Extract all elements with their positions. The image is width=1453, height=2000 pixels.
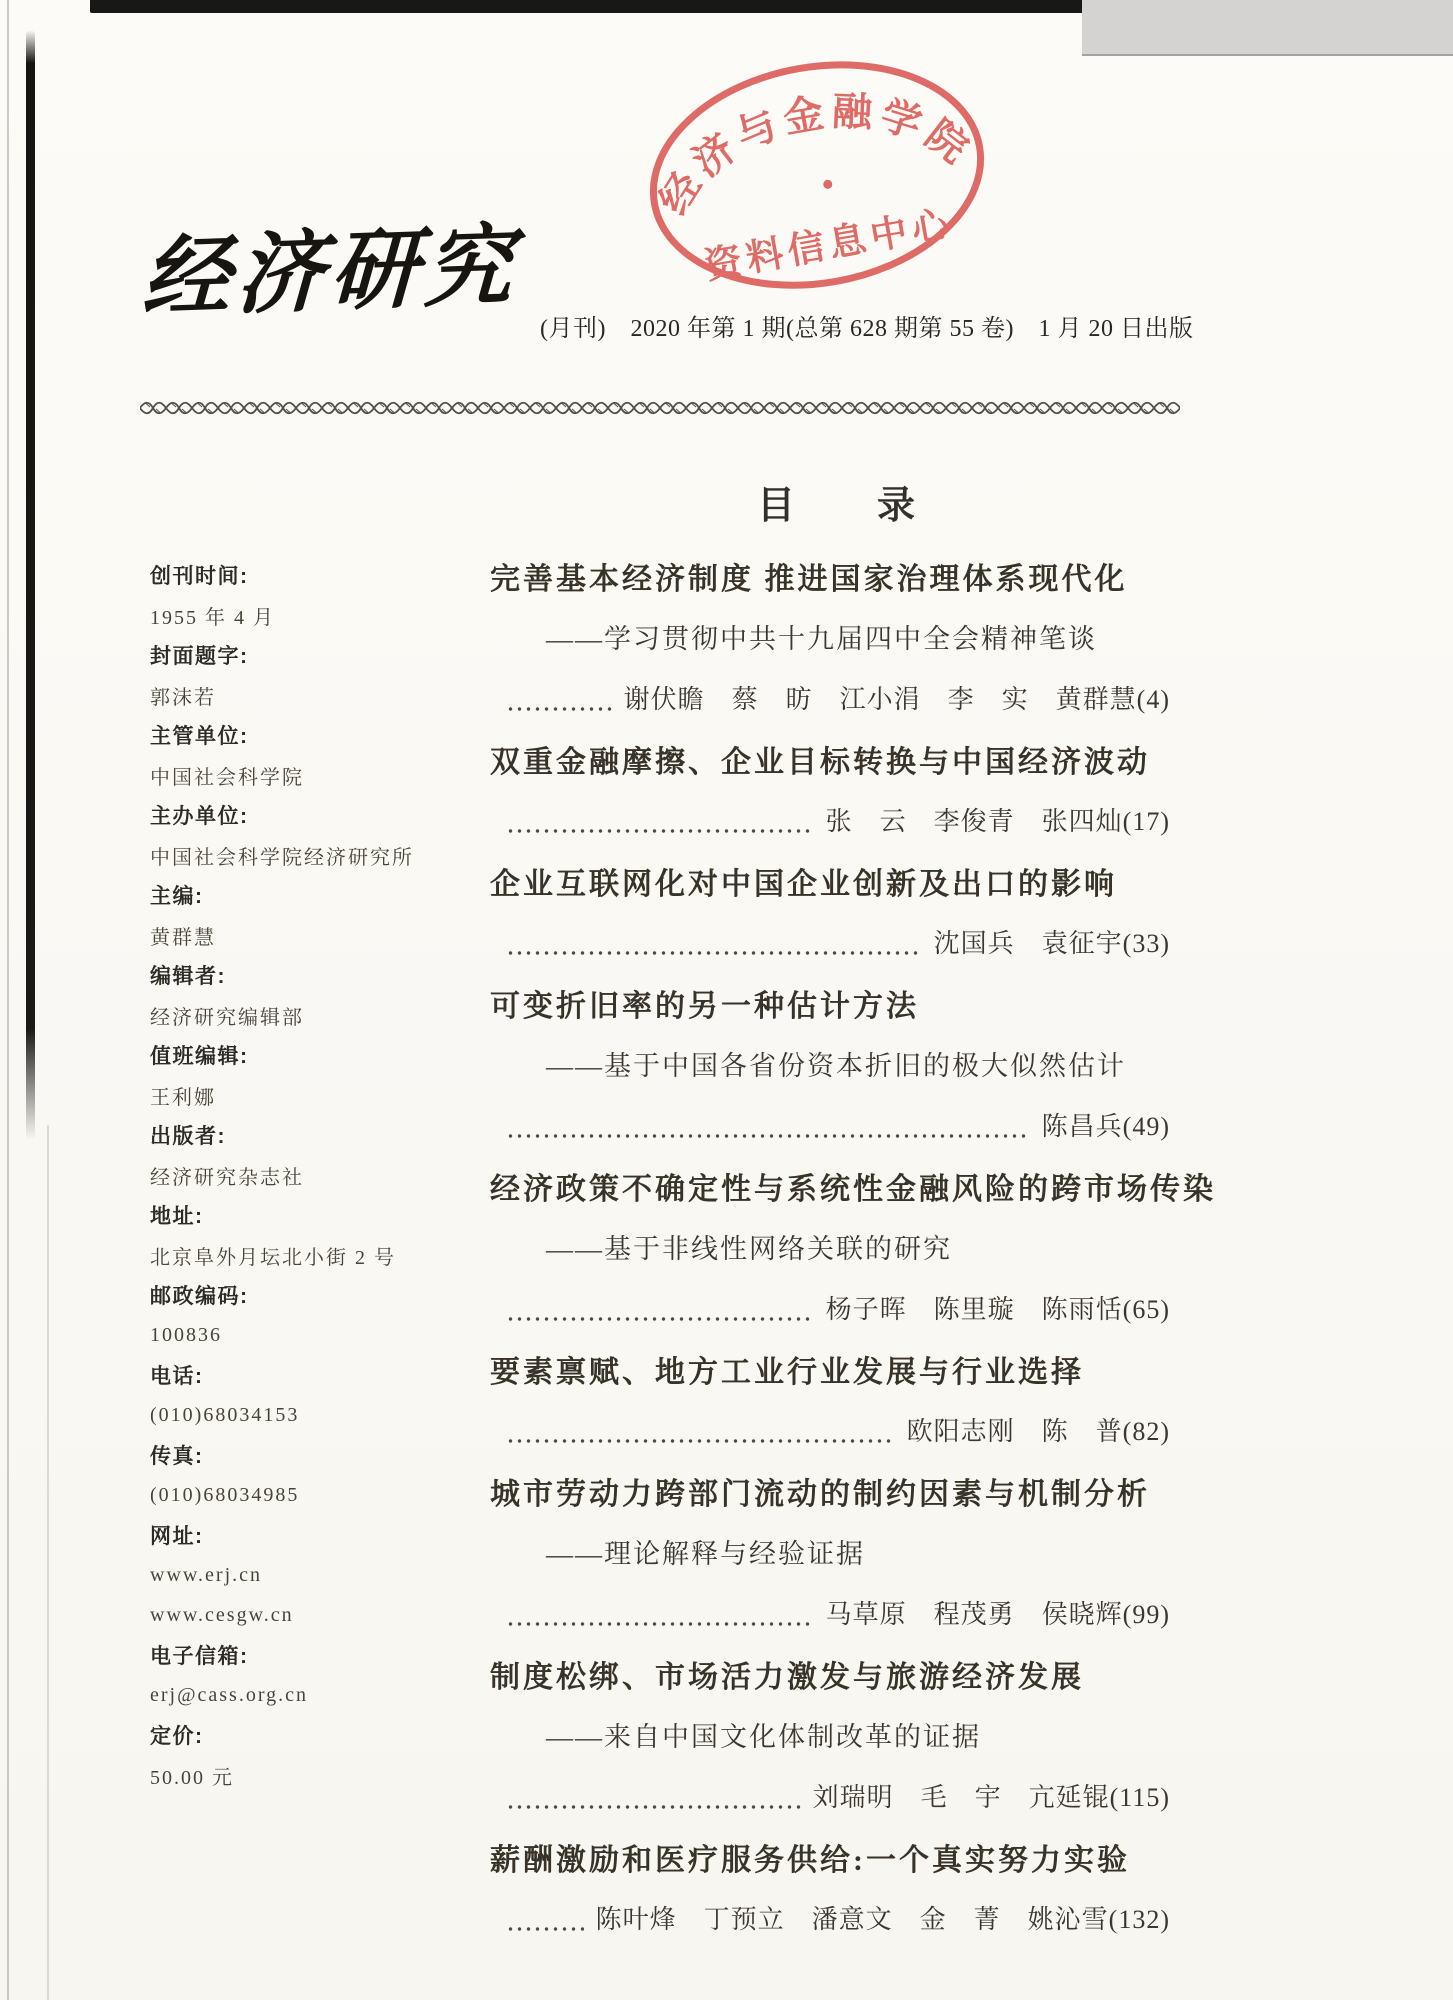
toc-entry-title: 薪酬激励和医疗服务供给:一个真实努力实验 (490, 1843, 1130, 1877)
journal-masthead-title: 经济研究 (140, 218, 520, 329)
toc-entry (490, 728, 1170, 850)
sidebar-field-value: (010)68034153 (150, 1403, 300, 1426)
sidebar-field-value: 50.00 元 (150, 1766, 234, 1789)
issue-info: (月刊) 2020 年第 1 期(总第 628 期第 55 卷) 1 月 20 日出版 (540, 316, 1194, 342)
toc-entry-title: 要素禀赋、地方工业行业发展与行业选择 (490, 1355, 1084, 1389)
toc-entry (490, 1155, 1216, 1338)
stamp-center-dot (823, 179, 833, 189)
sidebar-field-value: 中国社会科学院经济研究所 (150, 846, 414, 869)
sidebar-field-value: 1955 年 4 月 (150, 606, 275, 629)
toc-entry-title: 经济政策不确定性与系统性金融风险的跨市场传染 (490, 1172, 1216, 1206)
binding-spine-line (26, 30, 35, 1140)
toc-entry (490, 1826, 1170, 1948)
toc-entry-authors (490, 667, 1170, 728)
toc-entry-title: 完善基本经济制度 推进国家治理体系现代化 (490, 562, 1128, 596)
binding-top-edge (90, 0, 1090, 13)
sidebar-field-value: 中国社会科学院 (150, 766, 304, 789)
toc-entry-subtitle: ——来自中国文化体制改革的证据 (546, 1722, 981, 1752)
sidebar-field-label: 创刊时间: (150, 565, 249, 588)
toc-entry-title: 制度松绑、市场活力激发与旅游经济发展 (490, 1660, 1084, 1694)
dotted-leader (506, 1134, 1030, 1138)
sidebar-field-value: 经济研究编辑部 (150, 1006, 304, 1029)
author-names: 张 云 李俊青 张四灿(17) (825, 807, 1170, 836)
toc-entry-subtitle: ——基于中国各省份资本折旧的极大似然估计 (546, 1051, 1126, 1081)
sidebar-field-label: 电话: (150, 1365, 204, 1388)
page-edge-line (7, 0, 9, 2000)
rope-divider (140, 399, 1180, 417)
toc-entry-title: 可变折旧率的另一种估计方法 (490, 989, 919, 1023)
sidebar-field-label: 出版者: (150, 1125, 226, 1148)
sidebar-field-value: www.cesgw.cn (150, 1603, 294, 1626)
table-of-contents (490, 545, 1216, 1948)
stamp-bottom-text: 资料信息中心 (701, 203, 958, 288)
sidebar-field-value: 经济研究杂志社 (150, 1166, 304, 1189)
sidebar-field-label: 编辑者: (150, 965, 226, 988)
toc-entry-subtitle: ——学习贯彻中共十九届四中全会精神笔谈 (546, 624, 1097, 654)
page-edge-line-lower (47, 1125, 49, 2000)
dotted-leader (506, 1805, 801, 1809)
author-names: 谢伏瞻 蔡 昉 江小涓 李 实 黄群慧(4) (623, 685, 1170, 714)
author-names: 刘瑞明 毛 宇 亢延锟(115) (812, 1783, 1170, 1812)
toc-entry-authors (490, 789, 1170, 850)
sidebar-field-label: 网址: (150, 1525, 204, 1548)
sidebar-field-value: 北京阜外月坛北小街 2 号 (150, 1246, 396, 1269)
sidebar-field-value: 王利娜 (150, 1086, 216, 1109)
sidebar-field-label: 地址: (150, 1205, 204, 1228)
sidebar-field-label: 封面题字: (150, 645, 249, 668)
toc-entry-authors (490, 1399, 1170, 1460)
toc-entry-authors (490, 1094, 1170, 1155)
sidebar-field-label: 传真: (150, 1445, 204, 1468)
toc-entry-authors (490, 1887, 1170, 1948)
sidebar-field-label: 电子信箱: (150, 1645, 249, 1668)
toc-entry-title: 双重金融摩擦、企业目标转换与中国经济波动 (490, 745, 1150, 779)
sidebar-field-value: www.erj.cn (150, 1563, 263, 1586)
dotted-leader (506, 1439, 895, 1443)
dotted-leader (506, 1927, 584, 1931)
scanner-top-right-edge (1082, 0, 1453, 56)
toc-entry (490, 1643, 1170, 1826)
sidebar-field-label: 主办单位: (150, 805, 249, 828)
dotted-leader (506, 951, 922, 955)
toc-entry-title: 企业互联网化对中国企业创新及出口的影响 (490, 867, 1117, 901)
sidebar-field-value: (010)68034985 (150, 1483, 300, 1506)
stamp-graphic (621, 21, 1014, 329)
journal-info-sidebar (150, 555, 460, 1795)
toc-entry-authors (490, 1765, 1170, 1826)
sidebar-field-label: 定价: (150, 1725, 204, 1748)
dotted-leader (506, 829, 814, 833)
author-names: 陈叶烽 丁预立 潘意文 金 菁 姚沁雪(132) (595, 1905, 1170, 1934)
author-names: 陈昌兵(49) (1041, 1112, 1170, 1141)
author-names: 沈国兵 袁征宇(33) (933, 929, 1170, 958)
toc-entry-title: 城市劳动力跨部门流动的制约因素与机制分析 (490, 1477, 1150, 1511)
sidebar-field-label: 主编: (150, 885, 204, 908)
dotted-leader (506, 1317, 814, 1321)
toc-entry-authors (490, 1277, 1170, 1338)
dotted-leader (506, 707, 612, 711)
toc-entry-subtitle: ——理论解释与经验证据 (546, 1539, 865, 1569)
toc-entry-subtitle: ——基于非线性网络关联的研究 (546, 1234, 952, 1264)
toc-entry-authors (490, 911, 1170, 972)
author-names: 欧阳志刚 陈 普(82) (906, 1417, 1170, 1446)
author-names: 马草原 程茂勇 侯晓辉(99) (825, 1600, 1170, 1629)
sidebar-field-value: 郭沫若 (150, 686, 216, 709)
sidebar-field-value: 100836 (150, 1323, 222, 1346)
stamp-top-text: 经济与金融学院 (650, 88, 981, 222)
sidebar-field-label: 邮政编码: (150, 1285, 249, 1308)
dotted-leader (506, 1622, 814, 1626)
toc-heading: 目 录 (756, 485, 917, 527)
sidebar-field-value: erj@cass.org.cn (150, 1683, 309, 1706)
sidebar-field-value: 黄群慧 (150, 926, 216, 949)
toc-entry (490, 1460, 1170, 1643)
library-stamp (621, 21, 1014, 329)
toc-entry (490, 972, 1170, 1155)
toc-entry-authors (490, 1582, 1170, 1643)
author-names: 杨子晖 陈里璇 陈雨恬(65) (825, 1295, 1170, 1324)
toc-entry (490, 1338, 1170, 1460)
sidebar-field-label: 主管单位: (150, 725, 249, 748)
toc-entry (490, 850, 1170, 972)
toc-entry (490, 545, 1170, 728)
sidebar-field-label: 值班编辑: (150, 1045, 249, 1068)
